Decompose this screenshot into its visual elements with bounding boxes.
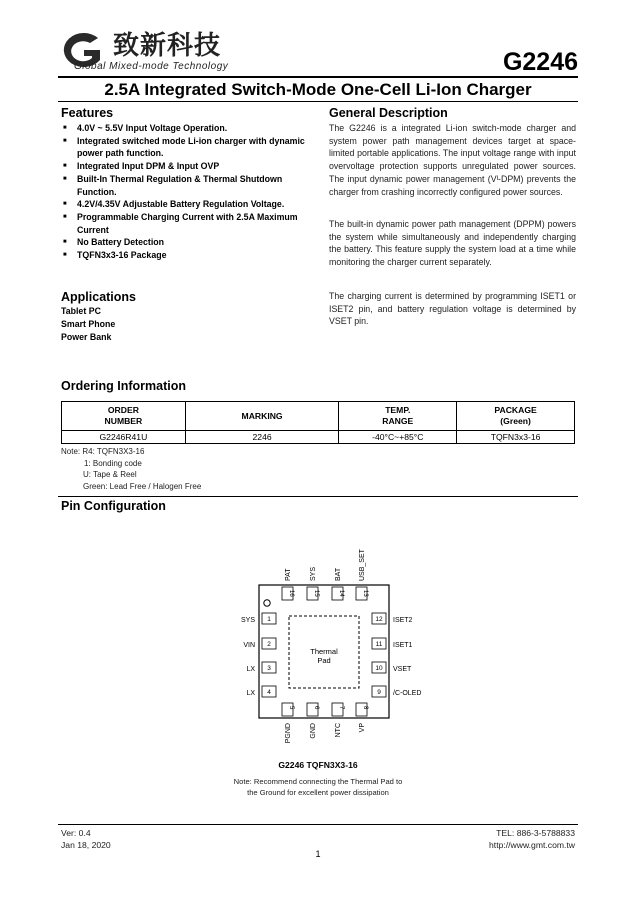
- bottom-pins: [282, 703, 368, 743]
- top-pins: [282, 548, 368, 600]
- document-title: 2.5A Integrated Switch-Mode One-Cell Li-Ion Charger: [104, 80, 532, 99]
- pin-number: 6: [313, 706, 319, 710]
- pin-label: VP: [359, 723, 366, 733]
- pin-number: 14: [338, 590, 344, 597]
- applications-heading: Applications: [61, 290, 137, 304]
- ordering-notes: [61, 446, 201, 492]
- pin-label: SYS: [310, 566, 317, 581]
- general-description-heading: General Description: [329, 106, 448, 120]
- table-row: [62, 431, 575, 444]
- right-pins: [372, 613, 421, 697]
- application-item: Smart Phone: [61, 319, 116, 329]
- pin-number: 11: [375, 641, 383, 648]
- footer-right: [489, 827, 575, 851]
- feature-item: ■ TQFN3x3-16 Package: [63, 250, 167, 261]
- features-list: [61, 122, 309, 262]
- ordering-heading: Ordering Information: [61, 379, 186, 393]
- pin-number: 8: [362, 706, 368, 710]
- logo-chinese-name: 致新科技: [113, 31, 222, 61]
- pin-number: 13: [362, 590, 368, 597]
- application-item: Power Bank: [61, 332, 112, 342]
- description-paragraph-2: The built-in dynamic power path management (DPPM) powers the system while simultaneously and independently charging the battery. This feature supply the system load at a time while monitoring the charger current separately.: [329, 219, 576, 268]
- cell-package: TQFN3x3-16: [457, 431, 575, 444]
- pin-number: 7: [338, 706, 344, 710]
- pin-label: PAT: [285, 568, 292, 581]
- pin-label: /C-OLED: [393, 690, 422, 697]
- application-item: Tablet PC: [61, 306, 101, 316]
- release-date: Jan 18, 2020: [61, 840, 111, 850]
- pin-number: 4: [267, 689, 271, 696]
- feature-item: ■ Integrated switched mode Li-ion charger with dynamic power path function.: [63, 135, 305, 159]
- page-number: 1: [315, 849, 321, 859]
- title-rule: [58, 101, 578, 102]
- pin-label: VIN: [243, 642, 255, 649]
- version: Ver: 0.4: [61, 828, 91, 838]
- feature-item: ■ 4.2V/4.35V Adjustable Battery Regulation Voltage.: [63, 199, 285, 210]
- applications-list: [61, 305, 115, 344]
- pin-number: 2: [267, 641, 271, 648]
- cell-marking: 2246: [185, 431, 339, 444]
- header-rule: [58, 76, 578, 78]
- pin-diagram-note: [218, 776, 418, 798]
- pin-number: 16: [288, 590, 294, 597]
- pin-number: 9: [377, 689, 381, 696]
- pin-number: 1: [267, 616, 271, 623]
- note-line: U: Tape & Reel: [83, 470, 137, 479]
- features-heading: Features: [61, 106, 114, 120]
- col-marking: MARKING: [185, 402, 339, 431]
- logo-english-name: Global Mixed-mode Technology: [74, 61, 229, 72]
- note-line: 1: Bonding code: [84, 458, 142, 468]
- part-number: G2246: [502, 48, 578, 76]
- pin-number: 5: [288, 706, 294, 710]
- col-package: PACKAGE (Green): [457, 402, 575, 431]
- footer-rule: [58, 824, 578, 825]
- feature-item: ■ Built-In Thermal Regulation & Thermal Shutdown Function.: [63, 173, 283, 197]
- footer-left: [61, 827, 111, 851]
- feature-item: ■ No Battery Detection: [63, 237, 165, 248]
- pin-label: ISET1: [393, 642, 413, 649]
- pin-number: 10: [375, 665, 383, 672]
- section-rule: [58, 496, 578, 497]
- pin-number: 15: [313, 590, 319, 597]
- pin-label: PGND: [285, 723, 292, 744]
- table-header-row: [62, 402, 575, 431]
- feature-item: ■ 4.0V ~ 5.5V Input Voltage Operation.: [63, 123, 228, 133]
- pin1-indicator-icon: [264, 600, 270, 606]
- pin-label: GND: [310, 723, 317, 739]
- note-line: the Ground for excellent power dissipation: [247, 788, 389, 797]
- pin-diagram: [225, 535, 425, 765]
- ordering-table: [61, 401, 575, 444]
- pin-number: 3: [267, 665, 271, 672]
- pin-label: ISET2: [393, 617, 413, 624]
- pin-label: SYS: [240, 617, 255, 624]
- pin-label: VSET: [393, 666, 412, 673]
- feature-item: ■ Integrated Input DPM & Input OVP: [63, 161, 220, 172]
- pin-config-heading: Pin Configuration: [61, 499, 166, 513]
- col-temp-range: TEMP. RANGE: [339, 402, 457, 431]
- cell-temp-range: -40°C~+85°C: [339, 431, 457, 444]
- pin-label: USB_SET: [359, 549, 366, 581]
- note-line: Note: R4: TQFN3X3-16: [61, 447, 145, 456]
- pin-diagram-caption: G2246 TQFN3X3-16: [278, 760, 358, 770]
- pin-number: 12: [375, 616, 383, 623]
- cell-order-number: G2246R41U: [62, 431, 186, 444]
- thermal-pad-label-1: Thermal: [310, 647, 338, 656]
- telephone: TEL: 886-3-5788833: [496, 828, 575, 838]
- thermal-pad-label-2: Pad: [317, 656, 331, 665]
- pin-label: LX: [246, 666, 255, 673]
- feature-item: ■ Programmable Charging Current with 2.5A Maximum Current: [63, 211, 298, 235]
- description-paragraph-3: The charging current is determined by programming ISET1 or ISET2 pin, and battery regulation voltage is determined by VSET pin.: [329, 291, 576, 327]
- description-paragraph-1: The G2246 is a integrated Li-ion switch-mode charger and system power path management devices target at space-limited portable applications. The input voltage range with input overvoltage protection supports unregulated power sources. The input dynamic power management (Vᴵ-DPM) prevents the charger from crashing incorrectly configured power sources.: [329, 123, 576, 197]
- pin-label: NTC: [335, 723, 342, 738]
- website-link[interactable]: http://www.gmt.com.tw: [489, 840, 575, 850]
- note-line: Note: Recommend connecting the Thermal Pad to: [233, 777, 403, 786]
- note-line: Green: Lead Free / Halogen Free: [83, 481, 202, 491]
- col-order-number: ORDER NUMBER: [62, 402, 186, 431]
- pin-label: LX: [246, 690, 255, 697]
- pin-label: BAT: [335, 567, 342, 581]
